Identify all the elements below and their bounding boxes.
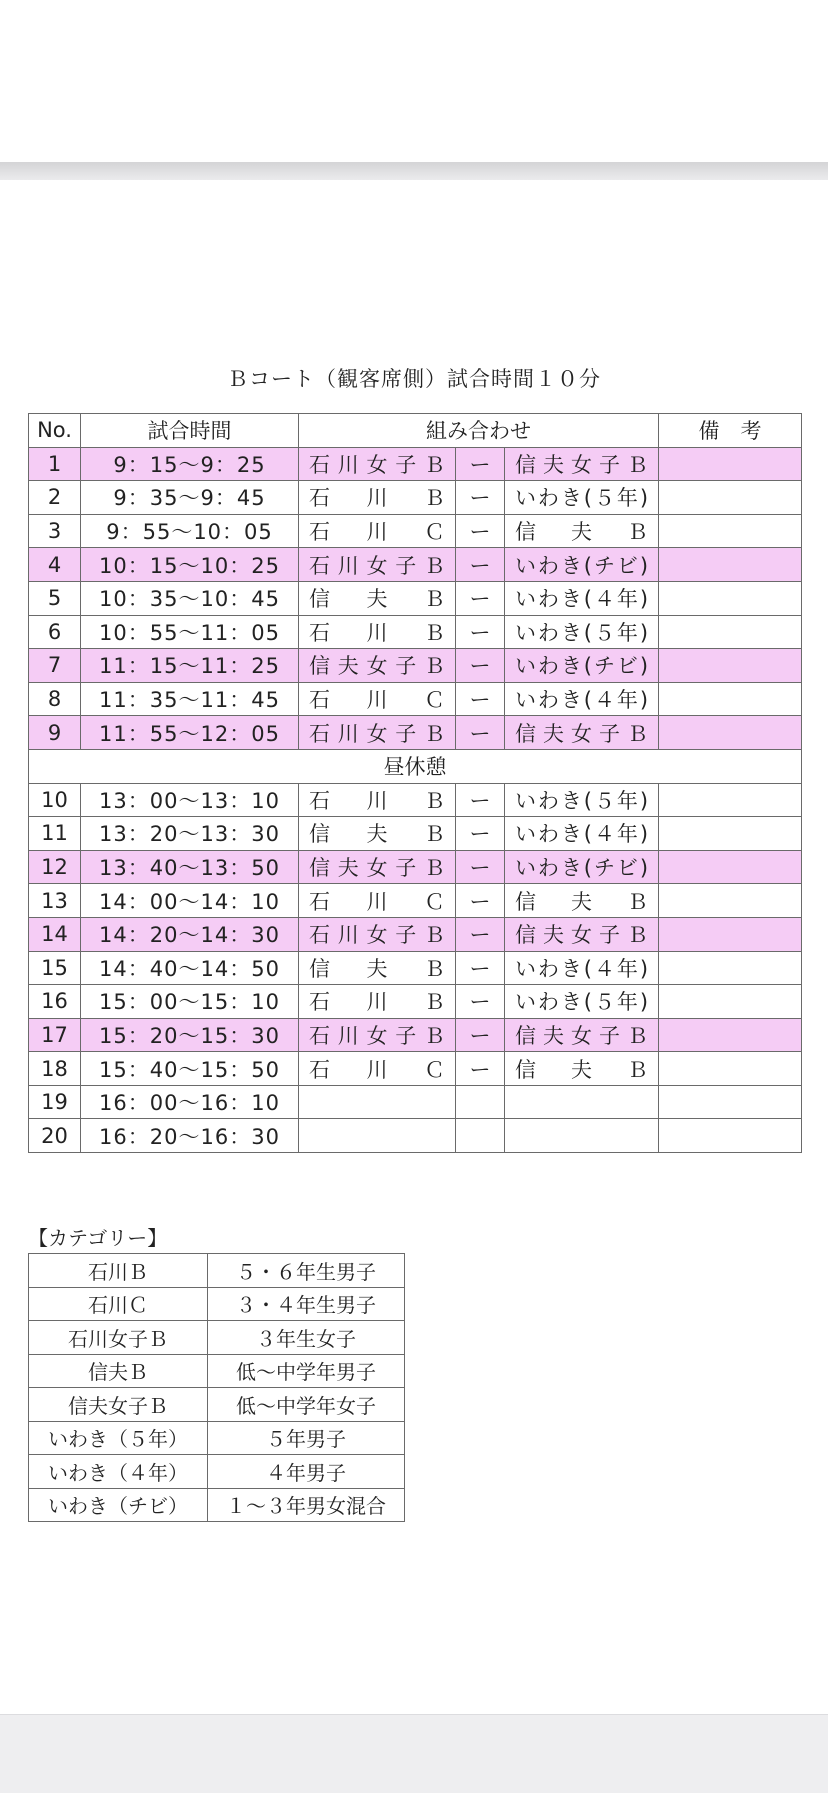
- category-description: ３年生女子: [208, 1321, 405, 1355]
- top-separator-bar: [0, 162, 828, 180]
- category-team: いわき（チビ）: [29, 1488, 208, 1522]
- match-no: 5: [29, 581, 81, 615]
- match-no: 2: [29, 481, 81, 515]
- vs-dash: ー: [456, 514, 505, 548]
- team-1: [299, 1119, 456, 1153]
- team-1: 石川Ｂ: [299, 481, 456, 515]
- match-no: 11: [29, 817, 81, 851]
- team-2: いわき(４年): [505, 581, 659, 615]
- team-2: 信夫Ｂ: [505, 514, 659, 548]
- notes-cell: [659, 917, 802, 951]
- team-2: 信夫Ｂ: [505, 884, 659, 918]
- team-1: 信夫Ｂ: [299, 817, 456, 851]
- vs-dash: ー: [456, 682, 505, 716]
- table-row: [29, 447, 802, 481]
- match-no: 18: [29, 1052, 81, 1086]
- category-team: いわき（５年）: [29, 1421, 208, 1455]
- category-team: いわき（４年）: [29, 1455, 208, 1489]
- header-notes: 備 考: [659, 414, 802, 448]
- vs-dash: ー: [456, 951, 505, 985]
- notes-cell: [659, 514, 802, 548]
- category-team: 石川Ｃ: [29, 1287, 208, 1321]
- table-row: [29, 649, 802, 683]
- category-description: 低～中学年男子: [208, 1354, 405, 1388]
- team-1: 石川女子Ｂ: [299, 1018, 456, 1052]
- category-row: [29, 1321, 405, 1355]
- page-title: Ｂコート（観客席側）試合時間１０分: [227, 367, 601, 391]
- team-2: いわき(チビ): [505, 649, 659, 683]
- team-2: いわき(５年): [505, 985, 659, 1019]
- category-row: [29, 1354, 405, 1388]
- bottom-bar: [0, 1714, 828, 1793]
- vs-dash: ー: [456, 817, 505, 851]
- table-row: [29, 917, 802, 951]
- notes-cell: [659, 481, 802, 515]
- table-row: [29, 817, 802, 851]
- team-2: 信夫女子Ｂ: [505, 917, 659, 951]
- table-row: [29, 1119, 802, 1153]
- match-no: 20: [29, 1119, 81, 1153]
- vs-dash: [456, 1085, 505, 1119]
- table-row: [29, 783, 802, 817]
- match-time: 10：35～10：45: [81, 581, 299, 615]
- table-row: [29, 514, 802, 548]
- notes-cell: [659, 581, 802, 615]
- match-time: 15：20～15：30: [81, 1018, 299, 1052]
- match-time: 13：00～13：10: [81, 783, 299, 817]
- vs-dash: ー: [456, 884, 505, 918]
- team-2: [505, 1085, 659, 1119]
- header-matchup: 組み合わせ: [299, 414, 659, 448]
- team-2: 信夫女子Ｂ: [505, 1018, 659, 1052]
- category-row: [29, 1488, 405, 1522]
- notes-cell: [659, 447, 802, 481]
- team-1: 石川女子Ｂ: [299, 548, 456, 582]
- notes-cell: [659, 884, 802, 918]
- vs-dash: [456, 1119, 505, 1153]
- match-time: 15：00～15：10: [81, 985, 299, 1019]
- match-time: 13：40～13：50: [81, 850, 299, 884]
- table-row: [29, 548, 802, 582]
- team-2: 信夫Ｂ: [505, 1052, 659, 1086]
- vs-dash: ー: [456, 716, 505, 750]
- table-row: [29, 1052, 802, 1086]
- table-row: [29, 884, 802, 918]
- category-team: 信夫Ｂ: [29, 1354, 208, 1388]
- table-row: [29, 481, 802, 515]
- category-team: 信夫女子Ｂ: [29, 1388, 208, 1422]
- match-time: 9：15～9：25: [81, 447, 299, 481]
- match-no: 14: [29, 917, 81, 951]
- match-time: 14：40～14：50: [81, 951, 299, 985]
- notes-cell: [659, 649, 802, 683]
- match-no: 1: [29, 447, 81, 481]
- team-2: いわき(４年): [505, 951, 659, 985]
- team-2: 信夫女子Ｂ: [505, 716, 659, 750]
- team-1: 石川Ｃ: [299, 682, 456, 716]
- match-no: 7: [29, 649, 81, 683]
- team-2: いわき(５年): [505, 481, 659, 515]
- vs-dash: ー: [456, 581, 505, 615]
- team-1: 信夫女子Ｂ: [299, 850, 456, 884]
- notes-cell: [659, 682, 802, 716]
- vs-dash: ー: [456, 481, 505, 515]
- match-no: 13: [29, 884, 81, 918]
- category-description: １～３年男女混合: [208, 1488, 405, 1522]
- match-time: 14：00～14：10: [81, 884, 299, 918]
- match-no: 17: [29, 1018, 81, 1052]
- vs-dash: ー: [456, 1052, 505, 1086]
- match-time: 11：15～11：25: [81, 649, 299, 683]
- match-time: 14：20～14：30: [81, 917, 299, 951]
- category-description: ３・４年生男子: [208, 1287, 405, 1321]
- team-2: いわき(４年): [505, 682, 659, 716]
- match-no: 16: [29, 985, 81, 1019]
- team-2: [505, 1119, 659, 1153]
- match-time: 16：00～16：10: [81, 1085, 299, 1119]
- team-1: 信夫Ｂ: [299, 581, 456, 615]
- category-row: [29, 1254, 405, 1288]
- match-schedule-table: [28, 413, 802, 1153]
- header-no: No.: [29, 414, 81, 448]
- team-2: 信夫女子Ｂ: [505, 447, 659, 481]
- notes-cell: [659, 716, 802, 750]
- match-time: 11：55～12：05: [81, 716, 299, 750]
- match-time: 9：55～10：05: [81, 514, 299, 548]
- team-2: いわき(チビ): [505, 548, 659, 582]
- category-description: 低～中学年女子: [208, 1388, 405, 1422]
- match-time: 9：35～9：45: [81, 481, 299, 515]
- table-row: [29, 1085, 802, 1119]
- vs-dash: ー: [456, 850, 505, 884]
- notes-cell: [659, 951, 802, 985]
- team-1: 信夫女子Ｂ: [299, 649, 456, 683]
- vs-dash: ー: [456, 917, 505, 951]
- notes-cell: [659, 615, 802, 649]
- table-row: [29, 850, 802, 884]
- team-1: 石川Ｃ: [299, 884, 456, 918]
- category-row: [29, 1455, 405, 1489]
- team-1: [299, 1085, 456, 1119]
- team-1: 石川Ｂ: [299, 783, 456, 817]
- team-2: いわき(４年): [505, 817, 659, 851]
- notes-cell: [659, 783, 802, 817]
- table-row: [29, 682, 802, 716]
- match-time: 11：35～11：45: [81, 682, 299, 716]
- category-row: [29, 1287, 405, 1321]
- category-row: [29, 1388, 405, 1422]
- match-no: 6: [29, 615, 81, 649]
- match-time: 10：15～10：25: [81, 548, 299, 582]
- team-1: 信夫Ｂ: [299, 951, 456, 985]
- match-no: 10: [29, 783, 81, 817]
- team-1: 石川女子Ｂ: [299, 917, 456, 951]
- notes-cell: [659, 1052, 802, 1086]
- notes-cell: [659, 817, 802, 851]
- match-no: 4: [29, 548, 81, 582]
- category-description: ５・６年生男子: [208, 1254, 405, 1288]
- match-no: 12: [29, 850, 81, 884]
- category-row: [29, 1421, 405, 1455]
- team-1: 石川女子Ｂ: [299, 447, 456, 481]
- category-description: ５年男子: [208, 1421, 405, 1455]
- table-row: [29, 1018, 802, 1052]
- team-1: 石川Ｃ: [299, 1052, 456, 1086]
- header-time: 試合時間: [81, 414, 299, 448]
- team-1: 石川Ｂ: [299, 615, 456, 649]
- table-row: [29, 615, 802, 649]
- vs-dash: ー: [456, 548, 505, 582]
- category-description: ４年男子: [208, 1455, 405, 1489]
- match-no: 19: [29, 1085, 81, 1119]
- match-time: 13：20～13：30: [81, 817, 299, 851]
- vs-dash: ー: [456, 783, 505, 817]
- table-row: [29, 985, 802, 1019]
- notes-cell: [659, 1018, 802, 1052]
- match-time: 15：40～15：50: [81, 1052, 299, 1086]
- table-row: [29, 581, 802, 615]
- match-no: 15: [29, 951, 81, 985]
- vs-dash: ー: [456, 447, 505, 481]
- table-row: [29, 951, 802, 985]
- team-1: 石川Ｂ: [299, 985, 456, 1019]
- vs-dash: ー: [456, 985, 505, 1019]
- match-time: 10：55～11：05: [81, 615, 299, 649]
- table-header-row: [29, 414, 802, 448]
- notes-cell: [659, 985, 802, 1019]
- lunch-break-label: 昼休憩: [29, 749, 802, 783]
- vs-dash: ー: [456, 615, 505, 649]
- notes-cell: [659, 1119, 802, 1153]
- match-no: 8: [29, 682, 81, 716]
- notes-cell: [659, 548, 802, 582]
- team-2: いわき(５年): [505, 615, 659, 649]
- category-table: [28, 1253, 405, 1522]
- notes-cell: [659, 850, 802, 884]
- notes-cell: [659, 1085, 802, 1119]
- category-heading: 【カテゴリー】: [28, 1226, 168, 1250]
- match-no: 9: [29, 716, 81, 750]
- match-time: 16：20～16：30: [81, 1119, 299, 1153]
- category-team: 石川女子Ｂ: [29, 1321, 208, 1355]
- team-2: いわき(５年): [505, 783, 659, 817]
- lunch-break-row: [29, 749, 802, 783]
- category-team: 石川Ｂ: [29, 1254, 208, 1288]
- table-row: [29, 716, 802, 750]
- team-1: 石川Ｃ: [299, 514, 456, 548]
- team-1: 石川女子Ｂ: [299, 716, 456, 750]
- vs-dash: ー: [456, 1018, 505, 1052]
- team-2: いわき(チビ): [505, 850, 659, 884]
- match-no: 3: [29, 514, 81, 548]
- vs-dash: ー: [456, 649, 505, 683]
